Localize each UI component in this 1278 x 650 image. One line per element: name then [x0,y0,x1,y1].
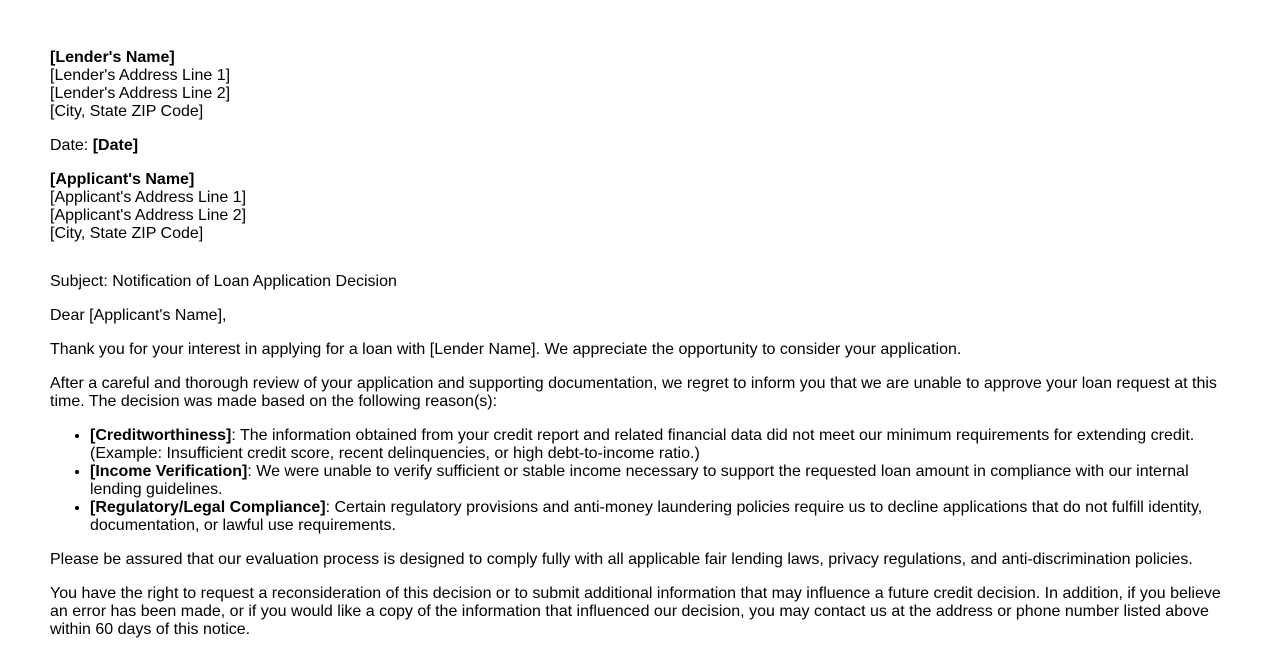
lender-address-block [50,49,1228,121]
lender-name: [Lender's Name] [50,49,175,66]
assurance-paragraph: Please be assured that our evaluation process is designed to comply fully with all applicable fair lending laws, privacy regulations, and anti-discrimination policies. [50,551,1193,568]
list-item [90,499,1228,535]
reason-text: : Certain regulatory provisions and anti-money laundering policies require us to decline applications that do not fulfill identity, documentation, or lawful use requirements. [90,499,1203,534]
applicant-address-block [50,171,1228,243]
rights-paragraph: You have the right to request a reconsideration of this decision or to submit additional information that may influence a future credit decision. In addition, if you believe an error has been made, or if you would like a copy of the information that influenced our decision, you may contact us at the address or phone number listed above within 60 days of this notice. [50,585,1221,638]
reason-title: [Creditworthiness] [90,427,232,444]
thanks-paragraph: Thank you for your interest in applying for a loan with [Lender Name]. We appreciate the opportunity to consider your application. [50,341,962,358]
reason-title: [Regulatory/Legal Compliance] [90,499,326,516]
date-line [50,137,1228,155]
lender-city-state-zip: [City, State ZIP Code] [50,103,204,120]
applicant-address-line-2: [Applicant's Address Line 2] [50,207,247,224]
date-label: Date: [50,137,89,154]
reason-text: : The information obtained from your credit report and related financial data did not meet our minimum requirements for extending credit. (Example: Insufficient credit score, recent delinquencies, or high debt-to-income ratio.) [90,427,1195,462]
applicant-name: [Applicant's Name] [50,171,195,188]
lender-address-line-1: [Lender's Address Line 1] [50,67,231,84]
reason-text: : We were unable to verify sufficient or stable income necessary to support the requested loan amount in compliance with our internal lending guidelines. [90,463,1189,498]
list-item [90,463,1228,499]
decision-paragraph: After a careful and thorough review of your application and supporting documentation, we regret to inform you that we are unable to approve your loan request at this time. The decision was made based on the following reason(s): [50,375,1217,410]
applicant-address-line-1: [Applicant's Address Line 1] [50,189,247,206]
date-value: [Date] [92,137,139,154]
applicant-city-state-zip: [City, State ZIP Code] [50,225,204,242]
lender-address-line-2: [Lender's Address Line 2] [50,85,231,102]
reasons-list [50,427,1228,535]
subject-line: Subject: Notification of Loan Application Decision [50,273,397,290]
salutation: Dear [Applicant's Name], [50,307,227,324]
list-item [90,427,1228,463]
reason-title: [Income Verification] [90,463,248,480]
